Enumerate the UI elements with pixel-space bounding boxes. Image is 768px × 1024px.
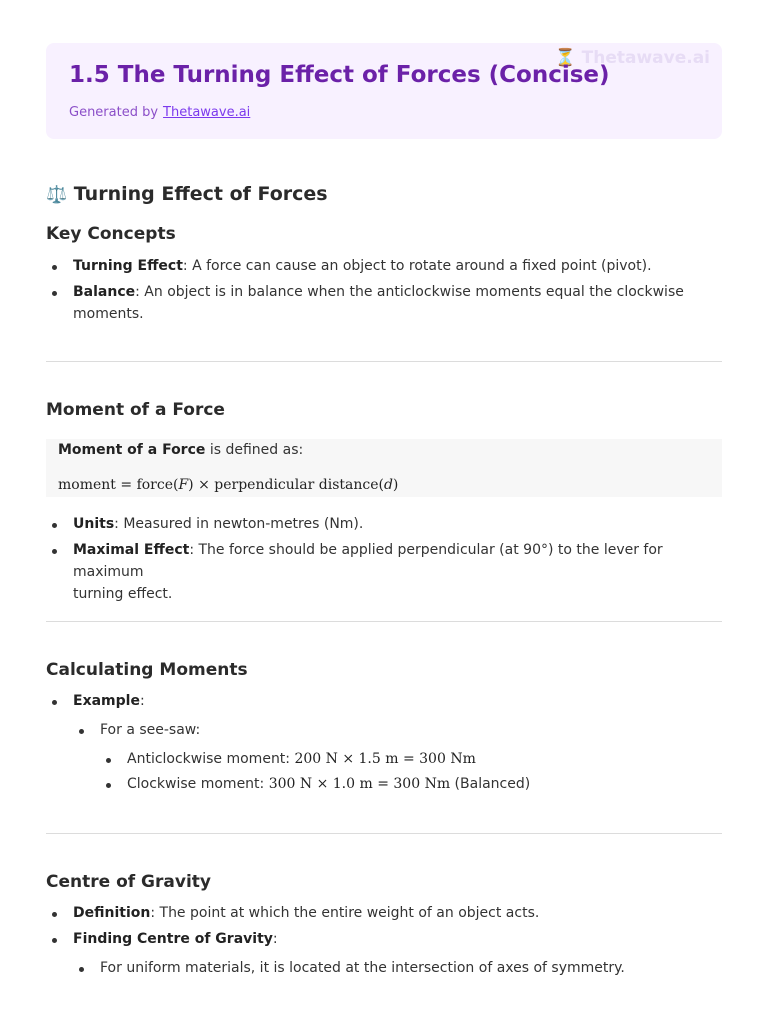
anticlockwise-label: Anticlockwise moment: xyxy=(127,751,295,767)
bullet-dot xyxy=(52,265,57,270)
definition-text: : An object is in balance when the anticlockwise moments equal the clockwise xyxy=(135,284,684,300)
definition-text-continued: moments. xyxy=(73,306,144,322)
list-item-balance xyxy=(73,281,713,325)
anticlockwise-formula: 200 N × 1.5 m = 300 Nm xyxy=(294,751,476,767)
bullet-dot xyxy=(52,912,57,917)
list-item-anticlockwise xyxy=(127,748,476,770)
bullet-dot xyxy=(52,523,57,528)
definition-text: is defined as: xyxy=(205,442,304,458)
clockwise-formula: 300 N × 1.0 m = 300 Nm xyxy=(268,776,451,792)
key-concepts-heading: Key Concepts xyxy=(46,224,176,244)
term-turning-effect: Turning Effect xyxy=(73,258,183,274)
bullet-dot xyxy=(106,758,111,763)
definition-text: : Measured in newton-metres (Nm). xyxy=(114,516,364,532)
section-heading-text: Turning Effect of Forces xyxy=(73,183,328,205)
generated-by-line xyxy=(69,105,250,120)
watermark-logo: ⏳ Thetawave.ai xyxy=(554,48,710,68)
page-title: 1.5 The Turning Effect of Forces (Concise) xyxy=(69,62,610,88)
definition-text: : The force should be applied perpendicular (at 90°) to the lever for maximum xyxy=(73,542,663,580)
colon: : xyxy=(139,693,145,709)
formula-paren: ) xyxy=(392,477,399,493)
formula-lhs: moment xyxy=(58,477,116,493)
definition-text-continued: turning effect. xyxy=(73,586,173,602)
thetawave-link[interactable]: Thetawave.ai xyxy=(163,105,251,120)
formula-paren: ) xyxy=(188,477,194,493)
divider xyxy=(46,621,722,622)
term-example: Example xyxy=(73,693,140,709)
term-definition: Definition xyxy=(73,905,151,921)
definition-statement xyxy=(58,439,303,461)
divider xyxy=(46,361,722,362)
term-units: Units xyxy=(73,516,115,532)
list-item-maximal-effect xyxy=(73,539,718,605)
calculating-moments-heading: Calculating Moments xyxy=(46,660,248,680)
header-card xyxy=(46,43,722,139)
bullet-dot xyxy=(52,938,57,943)
clockwise-label: Clockwise moment: xyxy=(127,776,269,792)
section-heading-turning-effect xyxy=(46,183,328,205)
list-item-finding-centre xyxy=(73,928,278,950)
list-item-see-saw: For a see-saw: xyxy=(100,722,201,738)
list-item-turning-effect xyxy=(73,255,713,277)
term-moment-of-force: Moment of a Force xyxy=(58,442,206,458)
bullet-dot xyxy=(52,549,57,554)
formula-var-d: d xyxy=(383,477,393,493)
bullet-dot xyxy=(79,729,84,734)
list-item-definition xyxy=(73,902,539,924)
term-maximal-effect: Maximal Effect xyxy=(73,542,190,558)
formula-equals: = xyxy=(120,477,133,493)
definition-text: : A force can cause an object to rotate around a fixed point (pivot). xyxy=(182,258,652,274)
bullet-dot xyxy=(106,783,111,788)
term-finding-centre: Finding Centre of Gravity xyxy=(73,931,273,947)
moment-of-force-heading: Moment of a Force xyxy=(46,400,225,420)
formula-distance: perpendicular distance( xyxy=(214,477,384,493)
divider xyxy=(46,833,722,834)
centre-of-gravity-heading: Centre of Gravity xyxy=(46,872,211,892)
formula-force: force( xyxy=(136,477,179,493)
formula-var-f: F xyxy=(178,477,189,493)
balanced-note: (Balanced) xyxy=(450,776,531,792)
balance-scale-icon: ⚖️ xyxy=(46,185,68,205)
list-item-clockwise xyxy=(127,773,530,795)
list-item-units xyxy=(73,513,713,535)
moment-formula xyxy=(58,477,398,493)
term-balance: Balance xyxy=(73,284,136,300)
bullet-dot xyxy=(79,967,84,972)
list-item-uniform-materials: For uniform materials, it is located at the intersection of axes of symmetry. xyxy=(100,960,625,976)
generated-by-label: Generated by xyxy=(69,105,159,120)
bullet-dot xyxy=(52,700,57,705)
formula-times: × xyxy=(198,477,210,493)
list-item-example xyxy=(73,690,145,712)
definition-text: : The point at which the entire weight of an object acts. xyxy=(150,905,540,921)
colon: : xyxy=(272,931,278,947)
definition-box xyxy=(46,439,722,497)
bullet-dot xyxy=(52,291,57,296)
